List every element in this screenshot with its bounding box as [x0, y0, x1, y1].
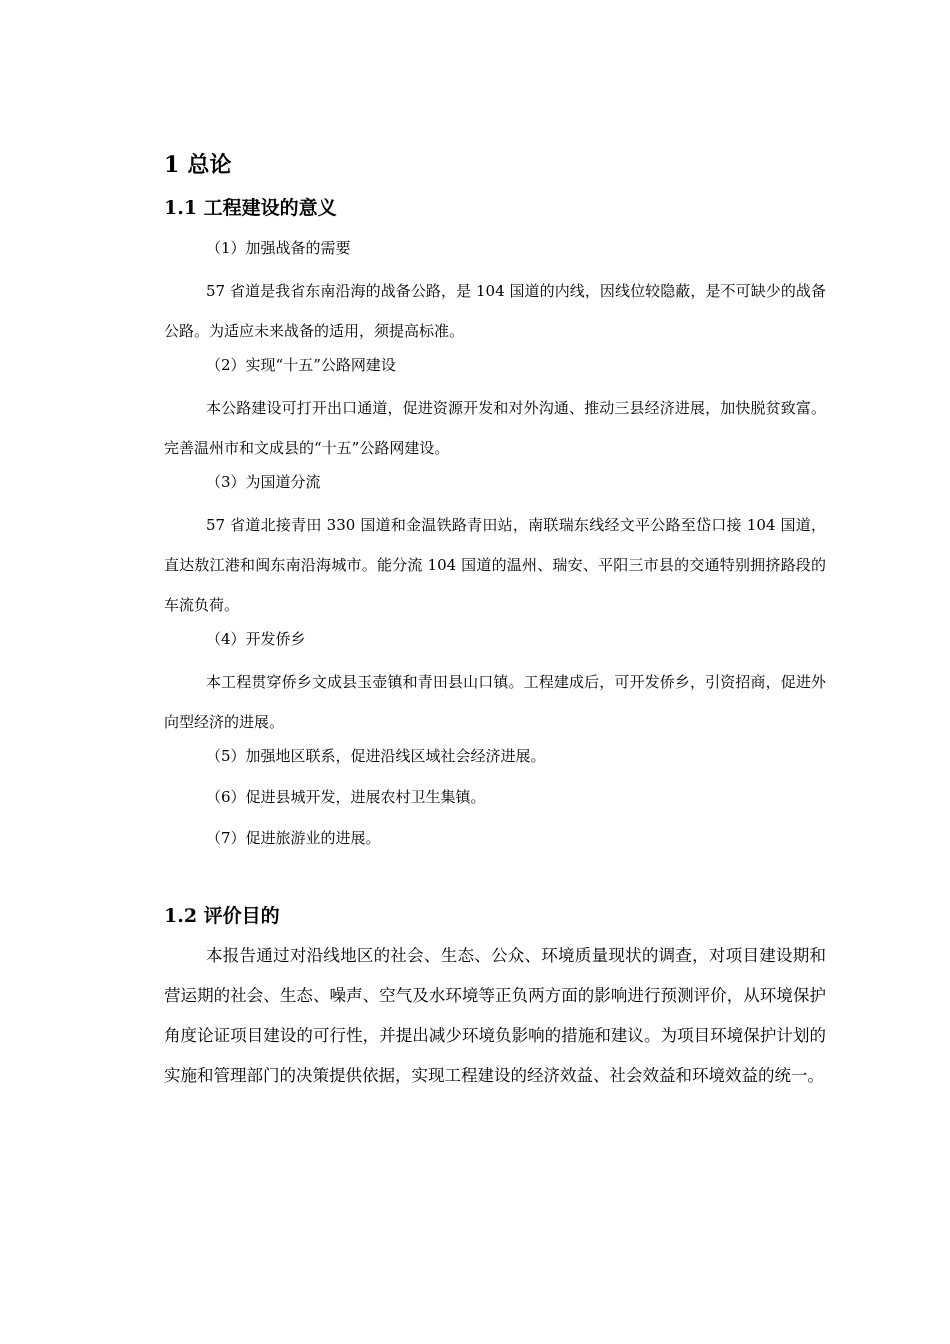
item-label-2: （2）实现“十五”公路网建设 — [206, 356, 396, 374]
item-paragraph-3: 57 省道北接青田 330 国道和金温铁路青田站，南联瑞东线经文平公路至岱口接 104 国道，直达敖江港和闽东南沿海城市。能分流 104 国道的温州、瑞安、平阳三市县的交通特别拥挤路段的车流负荷。 — [164, 516, 826, 614]
item-paragraph-1: 57 省道是我省东南沿海的战备公路，是 104 国道的内线，因线位较隐蔽，是不可缺少的战备公路。为适应未来战备的适用，须提高标准。 — [164, 282, 826, 340]
section-heading-1-1: 1.1 工程建设的意义 — [164, 197, 337, 219]
item-label-4: （4）开发侨乡 — [206, 630, 306, 648]
document-content — [164, 150, 826, 1096]
item-label-1: （1）加强战备的需要 — [206, 239, 351, 257]
chapter-title: 总论 — [187, 152, 232, 178]
item-line-5: （5）加强地区联系，促进沿线区域社会经济进展。 — [206, 747, 546, 765]
item-paragraph-2: 本公路建设可打开出口通道，促进资源开发和对外沟通、推动三县经济进展，加快脱贫致富。完善温州市和文成县的“十五”公路网建设。 — [164, 399, 826, 457]
chapter-number: 1 — [164, 152, 180, 178]
evaluation-purpose-paragraph: 本报告通过对沿线地区的社会、生态、公众、环境质量现状的调查，对项目建设期和营运期的社会、生态、噪声、空气及水环境等正负两方面的影响进行预测评价，从环境保护角度论证项目建设的可行性，并提出减少环境负影响的措施和建议。为项目环境保护计划的实施和管理部门的决策提供依据，实现工程建设的经济效益、社会效益和环境效益的统一。 — [164, 946, 826, 1085]
section-heading-1-2: 1.2 评价目的 — [164, 905, 280, 927]
item-paragraph-4: 本工程贯穿侨乡文成县玉壶镇和青田县山口镇。工程建成后，可开发侨乡，引资招商，促进外向型经济的进展。 — [164, 673, 826, 731]
item-label-3: （3）为国道分流 — [206, 473, 321, 491]
item-line-7: （7）促进旅游业的进展。 — [206, 829, 381, 847]
chapter-heading — [164, 150, 826, 180]
item-line-6: （6）促进县城开发，进展农村卫生集镇。 — [206, 788, 486, 806]
